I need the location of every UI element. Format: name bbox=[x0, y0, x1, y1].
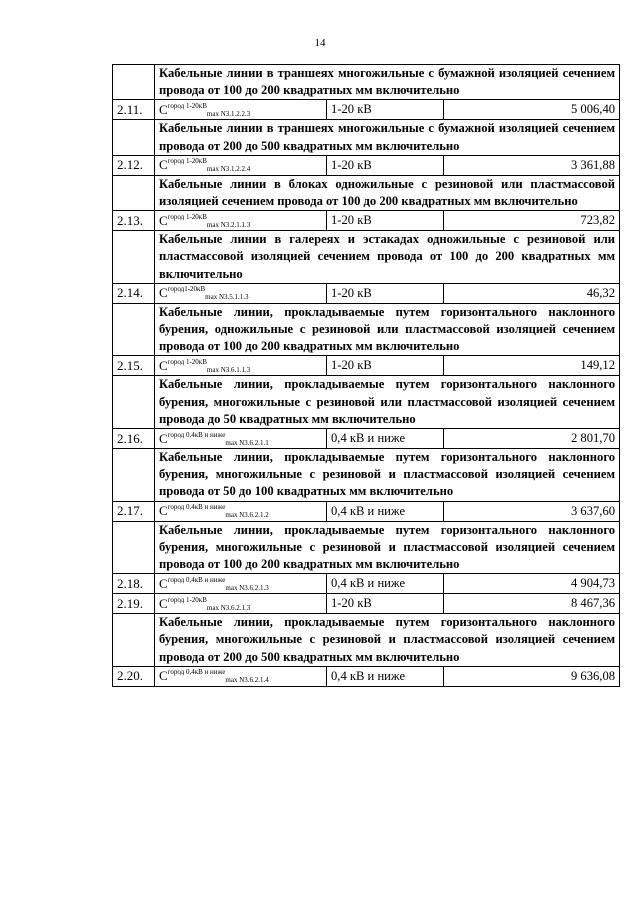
rate-code-letter: C bbox=[159, 157, 168, 173]
rate-value: 46,32 bbox=[444, 283, 620, 303]
rate-code-letter: C bbox=[159, 285, 168, 301]
empty-number-cell bbox=[113, 175, 155, 210]
rate-code-letter: C bbox=[159, 668, 168, 684]
empty-number-cell bbox=[113, 303, 155, 356]
rate-code-letter: C bbox=[159, 357, 168, 373]
page-number: 14 bbox=[314, 37, 326, 49]
voltage-level: 0,4 кВ и ниже bbox=[327, 501, 444, 521]
section-header-row bbox=[113, 65, 620, 100]
item-number: 2.15. bbox=[113, 356, 155, 376]
voltage-level: 0,4 кВ и ниже bbox=[327, 574, 444, 594]
table-row bbox=[113, 356, 620, 376]
item-number: 2.13. bbox=[113, 211, 155, 231]
rate-code-letter: C bbox=[159, 503, 168, 519]
rate-code-letter: C bbox=[159, 595, 168, 611]
rate-code-superscript: город 0,4кВ и ниже bbox=[167, 575, 226, 584]
rate-code-superscript: город 1-20кВ bbox=[167, 212, 207, 221]
item-number: 2.20. bbox=[113, 666, 155, 686]
rate-code bbox=[155, 501, 327, 521]
empty-number-cell bbox=[113, 449, 155, 502]
rate-code bbox=[155, 211, 327, 231]
rate-value: 3 637,60 bbox=[444, 501, 620, 521]
rate-code bbox=[155, 429, 327, 449]
rate-value: 149,12 bbox=[444, 356, 620, 376]
voltage-level: 0,4 кВ и ниже bbox=[327, 666, 444, 686]
rate-code-superscript: город 1-20кВ bbox=[167, 101, 207, 110]
rate-code-letter: C bbox=[159, 212, 168, 228]
section-header-row bbox=[113, 120, 620, 155]
table-row bbox=[113, 666, 620, 686]
rate-value: 2 801,70 bbox=[444, 429, 620, 449]
rate-code-letter: C bbox=[159, 430, 168, 446]
section-description: Кабельные линии в траншеях многожильные с бумажной изоляцией сечением провода от 200 до 500 квадратных мм включительно bbox=[155, 120, 620, 155]
rate-code bbox=[155, 100, 327, 120]
rate-code-subscript: max N3.6.2.1.3 bbox=[206, 603, 251, 612]
voltage-level: 1-20 кВ bbox=[327, 356, 444, 376]
section-header-row bbox=[113, 231, 620, 284]
table-row bbox=[113, 155, 620, 175]
rate-code bbox=[155, 283, 327, 303]
section-description: Кабельные линии в блоках одножильные с резиновой или пластмассовой изоляцией сечением провода от 100 до 200 квадратных мм включительно bbox=[155, 175, 620, 210]
rate-value: 8 467,36 bbox=[444, 594, 620, 614]
section-description: Кабельные линии, прокладываемые путем горизонтального наклонного бурения, одножильные с резиновой или пластмассовой изоляцией сечением провода от 100 до 200 квадратных мм включительно bbox=[155, 303, 620, 356]
section-description: Кабельные линии, прокладываемые путем горизонтального наклонного бурения, многожильные с резиновой и пластмассовой изоляцией сечением провода от 50 до 100 квадратных мм включительно bbox=[155, 449, 620, 502]
section-description: Кабельные линии в галереях и эстакадах одножильные с резиновой или пластмассовой изоляцией сечением провода от 100 до 200 квадратных мм включительно bbox=[155, 231, 620, 284]
rate-code-letter: C bbox=[159, 575, 168, 591]
voltage-level: 0,4 кВ и ниже bbox=[327, 429, 444, 449]
rate-code-subscript: max N3.6.2.1.4 bbox=[225, 676, 269, 685]
rate-code-subscript: max N3.6.2.1.2 bbox=[225, 511, 269, 520]
item-number: 2.18. bbox=[113, 574, 155, 594]
table-row bbox=[113, 574, 620, 594]
voltage-level: 1-20 кВ bbox=[327, 155, 444, 175]
section-header-row bbox=[113, 449, 620, 502]
item-number: 2.17. bbox=[113, 501, 155, 521]
rate-code-superscript: город 1-20кВ bbox=[167, 357, 207, 366]
table-row bbox=[113, 211, 620, 231]
item-number: 2.16. bbox=[113, 429, 155, 449]
rate-code bbox=[155, 594, 327, 614]
section-header-row bbox=[113, 521, 620, 574]
rate-code-superscript: город 1-20кВ bbox=[167, 157, 207, 166]
item-number: 2.12. bbox=[113, 155, 155, 175]
rate-code-subscript: max N3.6.1.1.3 bbox=[206, 365, 251, 374]
rate-code bbox=[155, 155, 327, 175]
table-row bbox=[113, 100, 620, 120]
section-description: Кабельные линии, прокладываемые путем горизонтального наклонного бурения, многожильные с резиновой или пластмассовой изоляцией сечением провода до 50 квадратных мм включительно bbox=[155, 376, 620, 429]
voltage-level: 1-20 кВ bbox=[327, 594, 444, 614]
section-header-row bbox=[113, 303, 620, 356]
rate-value: 4 904,73 bbox=[444, 574, 620, 594]
item-number: 2.19. bbox=[113, 594, 155, 614]
table-row bbox=[113, 283, 620, 303]
table-row bbox=[113, 594, 620, 614]
empty-number-cell bbox=[113, 376, 155, 429]
section-description: Кабельные линии в траншеях многожильные с бумажной изоляцией сечением провода от 100 до 200 квадратных мм включительно bbox=[155, 65, 620, 100]
rate-value: 5 006,40 bbox=[444, 100, 620, 120]
empty-number-cell bbox=[113, 231, 155, 284]
empty-number-cell bbox=[113, 65, 155, 100]
item-number: 2.11. bbox=[113, 100, 155, 120]
rate-code bbox=[155, 574, 327, 594]
rate-code-superscript: город1-20кВ bbox=[167, 285, 206, 294]
table-row bbox=[113, 429, 620, 449]
item-number: 2.14. bbox=[113, 283, 155, 303]
empty-number-cell bbox=[113, 521, 155, 574]
rate-value: 9 636,08 bbox=[444, 666, 620, 686]
rate-code-subscript: max N3.5.1.1.3 bbox=[205, 293, 249, 302]
rate-code bbox=[155, 666, 327, 686]
tariff-table bbox=[112, 64, 620, 687]
rate-value: 3 361,88 bbox=[444, 155, 620, 175]
rate-code-superscript: город 0,4кВ и ниже bbox=[167, 430, 226, 439]
rate-code-subscript: max N3.6.2.1.1 bbox=[225, 438, 269, 447]
rate-value: 723,82 bbox=[444, 211, 620, 231]
voltage-level: 1-20 кВ bbox=[327, 211, 444, 231]
rate-code-subscript: max N3.1.2.2.3 bbox=[206, 109, 251, 118]
rate-code bbox=[155, 356, 327, 376]
rate-code-subscript: max N3.1.2.2.4 bbox=[206, 165, 251, 174]
rate-code-superscript: город 0,4кВ и ниже bbox=[167, 668, 226, 677]
section-header-row bbox=[113, 376, 620, 429]
section-header-row bbox=[113, 175, 620, 210]
empty-number-cell bbox=[113, 120, 155, 155]
rate-code-letter: C bbox=[159, 101, 168, 117]
rate-code-subscript: max N3.2.1.1.3 bbox=[206, 220, 251, 229]
rate-code-superscript: город 1-20кВ bbox=[167, 595, 207, 604]
section-header-row bbox=[113, 614, 620, 667]
empty-number-cell bbox=[113, 614, 155, 667]
rate-code-superscript: город 0,4кВ и ниже bbox=[167, 503, 226, 512]
voltage-level: 1-20 кВ bbox=[327, 283, 444, 303]
rate-code-subscript: max N3.6.2.1.3 bbox=[225, 583, 269, 592]
section-description: Кабельные линии, прокладываемые путем горизонтального наклонного бурения, многожильные с резиновой и пластмассовой изоляцией сечением провода от 200 до 500 квадратных мм включительно bbox=[155, 614, 620, 667]
section-description: Кабельные линии, прокладываемые путем горизонтального наклонного бурения, многожильные с резиновой и пластмассовой изоляцией сечением провода от 100 до 200 квадратных мм включительно bbox=[155, 521, 620, 574]
table-row bbox=[113, 501, 620, 521]
voltage-level: 1-20 кВ bbox=[327, 100, 444, 120]
